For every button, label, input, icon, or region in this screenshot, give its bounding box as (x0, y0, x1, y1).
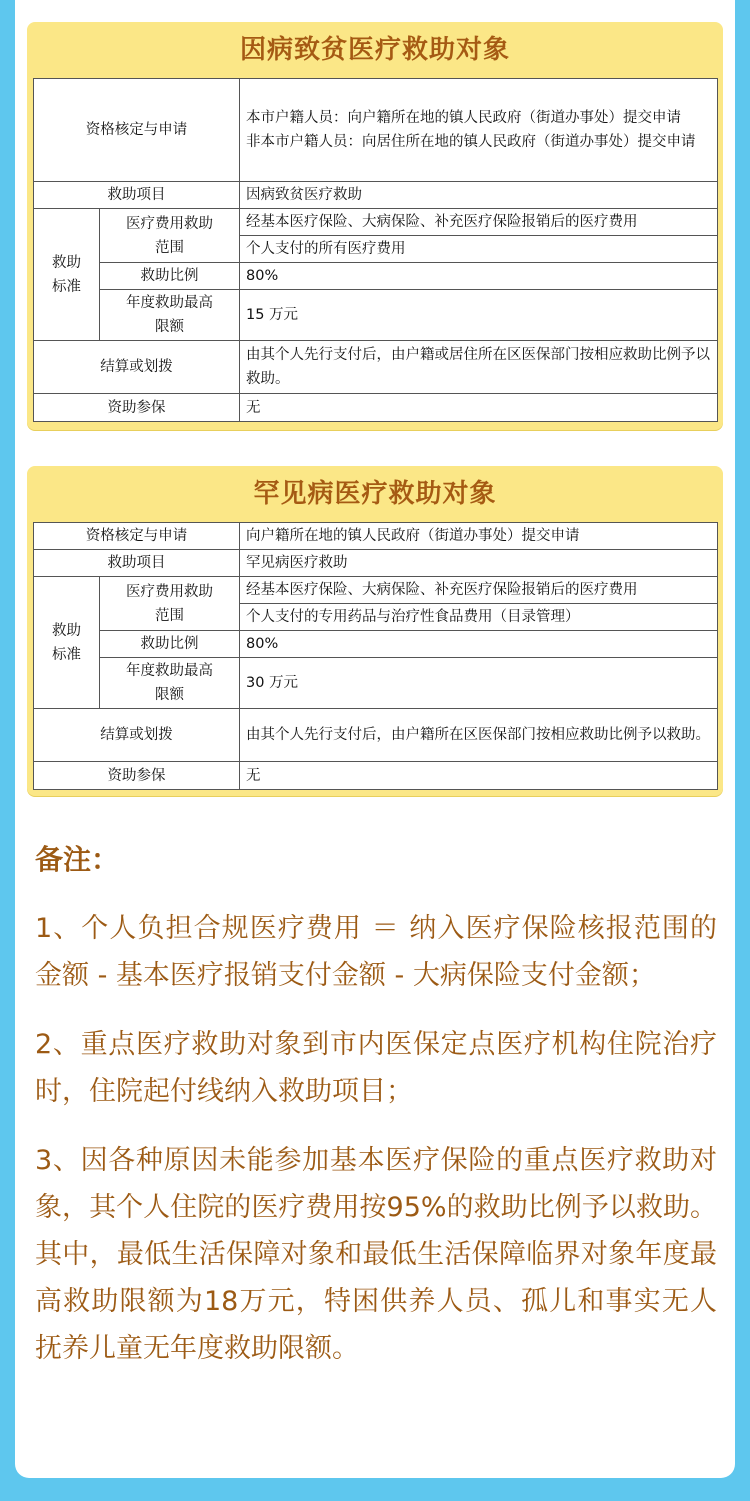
limit-label: 年度救助最高限额 (100, 658, 240, 709)
standard-label: 救助标准 (34, 209, 100, 341)
limit-label: 年度救助最高限额 (100, 290, 240, 341)
notes-heading: 备注： (35, 843, 120, 876)
qualification-value: 向户籍所在地的镇人民政府（街道办事处）提交申请 (240, 523, 718, 550)
card-title: 因病致贫医疗救助对象 (239, 35, 510, 65)
settle-value: 由其个人先行支付后，由户籍或居住所在区医保部门按相应救助比例予以救助。 (240, 341, 718, 394)
limit-value: 15 万元 (240, 290, 718, 341)
table-row (34, 631, 718, 658)
table-row (34, 523, 718, 550)
table-row (34, 658, 718, 709)
poverty-illness-table (33, 78, 718, 422)
ratio-label: 救助比例 (100, 263, 240, 290)
scope-label: 医疗费用救助范围 (100, 577, 240, 631)
limit-value: 30 万元 (240, 658, 718, 709)
item-label: 救助项目 (34, 550, 240, 577)
rare-disease-table (33, 522, 718, 790)
table-row (34, 394, 718, 422)
table-row (34, 550, 718, 577)
scope-label: 医疗费用救助范围 (100, 209, 240, 263)
table-row (34, 577, 718, 604)
item-label: 救助项目 (34, 182, 240, 209)
qualification-label: 资格核定与申请 (34, 523, 240, 550)
table-row (34, 79, 718, 182)
qualification-value-nonlocal: 非本市户籍人员：向居住所在地的镇人民政府（街道办事处）提交申请 (246, 134, 696, 150)
notes-section (35, 836, 717, 1394)
card-title: 罕见病医疗救助对象 (253, 479, 497, 509)
item-value: 因病致贫医疗救助 (240, 182, 718, 209)
table-row (34, 762, 718, 790)
rare-disease-card (27, 466, 723, 796)
qualification-value (240, 79, 718, 182)
standard-label: 救助标准 (34, 577, 100, 709)
insure-label: 资助参保 (34, 394, 240, 422)
settle-value: 由其个人先行支付后，由户籍所在区医保部门按相应救助比例予以救助。 (240, 709, 718, 762)
ratio-value: 80% (240, 631, 718, 658)
qualification-value-local: 本市户籍人员：向户籍所在地的镇人民政府（街道办事处）提交申请 (246, 110, 681, 126)
insure-value: 无 (240, 394, 718, 422)
scope-value: 个人支付的专用药品与治疗性食品费用（目录管理） (240, 604, 718, 631)
note-item: 1、个人负担合规医疗费用 ＝ 纳入医疗保险核报范围的金额 - 基本医疗报销支付金额 - 大病保险支付金额； (35, 913, 717, 991)
qualification-label: 资格核定与申请 (34, 79, 240, 182)
insure-label: 资助参保 (34, 762, 240, 790)
settle-label: 结算或划拨 (34, 709, 240, 762)
settle-label: 结算或划拨 (34, 341, 240, 394)
table-row (34, 341, 718, 394)
ratio-value: 80% (240, 263, 718, 290)
scope-value: 经基本医疗保险、大病保险、补充医疗保险报销后的医疗费用 (240, 209, 718, 236)
table-row (34, 182, 718, 209)
table-row (34, 709, 718, 762)
item-value: 罕见病医疗救助 (240, 550, 718, 577)
table-row (34, 209, 718, 236)
content-panel (15, 0, 735, 1478)
note-item: 3、因各种原因未能参加基本医疗保险的重点医疗救助对象，其个人住院的医疗费用按95%的救助比例予以救助。其中，最低生活保障对象和最低生活保障临界对象年度最高救助限额为18万元，特困供养人员、孤儿和事实无人抚养儿童无年度救助限额。 (35, 1145, 717, 1364)
table-row (34, 290, 718, 341)
ratio-label: 救助比例 (100, 631, 240, 658)
table-row (34, 263, 718, 290)
note-item: 2、重点医疗救助对象到市内医保定点医疗机构住院治疗时，住院起付线纳入救助项目； (35, 1029, 717, 1107)
poverty-illness-card (27, 22, 723, 430)
insure-value: 无 (240, 762, 718, 790)
scope-value: 经基本医疗保险、大病保险、补充医疗保险报销后的医疗费用 (240, 577, 718, 604)
scope-value: 个人支付的所有医疗费用 (240, 236, 718, 263)
